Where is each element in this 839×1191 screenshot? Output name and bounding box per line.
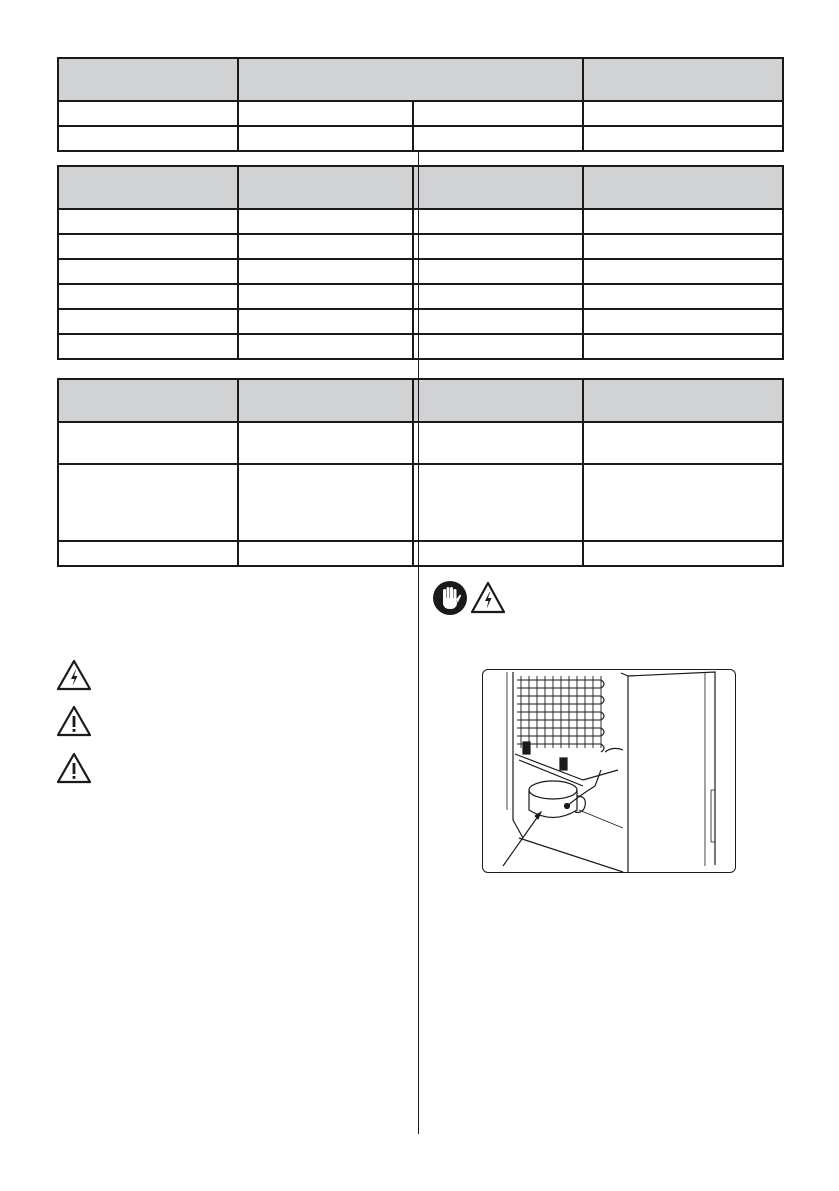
table-cell: [583, 464, 783, 541]
table-cell: [413, 284, 583, 309]
table-cell: [413, 101, 583, 126]
table-row: [58, 284, 783, 309]
spec-table-2: [57, 165, 784, 360]
table-cell: [583, 334, 783, 359]
header-cell: [238, 379, 413, 422]
header-cell: [238, 58, 583, 101]
table-row: [58, 259, 783, 284]
table-cell: [58, 309, 238, 334]
table-cell: [58, 259, 238, 284]
table-cell: [58, 334, 238, 359]
warning-icon: [56, 705, 92, 737]
table-cell: [413, 309, 583, 334]
table-cell: [583, 259, 783, 284]
table-cell: [238, 309, 413, 334]
table-header-row: [58, 166, 783, 209]
table-cell: [583, 309, 783, 334]
table-cell: [583, 284, 783, 309]
table-cell: [58, 284, 238, 309]
table-cell: [238, 126, 413, 151]
table-cell: [58, 541, 238, 566]
header-cell: [238, 166, 413, 209]
table-cell: [583, 126, 783, 151]
table-cell: [58, 464, 238, 541]
table-cell: [58, 101, 238, 126]
header-cell: [58, 379, 238, 422]
electric-hazard-icon: [56, 659, 92, 691]
table-cell: [238, 101, 413, 126]
table-cell: [413, 541, 583, 566]
table-row: [58, 422, 783, 464]
table-row: [58, 464, 783, 541]
table-header-row: [58, 58, 783, 101]
spec-table-3: [57, 378, 784, 567]
table-cell: [58, 209, 238, 234]
table-cell: [238, 422, 413, 464]
warning-icon: [56, 752, 92, 784]
header-cell: [583, 379, 783, 422]
table-cell: [413, 259, 583, 284]
table-cell: [583, 422, 783, 464]
table-cell: [413, 234, 583, 259]
table-cell: [583, 209, 783, 234]
table-cell: [413, 334, 583, 359]
table-cell: [238, 464, 413, 541]
table-row: [58, 101, 783, 126]
table-cell: [58, 234, 238, 259]
header-cell: [583, 58, 783, 101]
table-cell: [413, 209, 583, 234]
header-cell: [413, 379, 583, 422]
table-row: [58, 234, 783, 259]
header-cell: [413, 166, 583, 209]
table-cell: [583, 541, 783, 566]
electric-hazard-icon: [470, 581, 506, 614]
column-divider: [418, 152, 419, 1134]
stop-hand-icon: [432, 580, 468, 616]
table-cell: [58, 126, 238, 151]
table-cell: [583, 234, 783, 259]
table-cell: [238, 209, 413, 234]
table-row: [58, 309, 783, 334]
table-cell: [413, 126, 583, 151]
header-cell: [58, 58, 238, 101]
table-cell: [238, 259, 413, 284]
spec-table-1: [57, 57, 784, 152]
table-cell: [238, 541, 413, 566]
table-header-row: [58, 379, 783, 422]
header-cell: [58, 166, 238, 209]
table-row: [58, 541, 783, 566]
table-row: [58, 209, 783, 234]
table-cell: [238, 284, 413, 309]
table-cell: [413, 464, 583, 541]
table-row: [58, 126, 783, 151]
refrigerator-rear-illustration: [482, 669, 736, 873]
table-cell: [238, 334, 413, 359]
refrigerator-drawing: [483, 670, 735, 872]
table-row: [58, 334, 783, 359]
table-cell: [238, 234, 413, 259]
table-cell: [413, 422, 583, 464]
table-cell: [58, 422, 238, 464]
table-cell: [583, 101, 783, 126]
header-cell: [583, 166, 783, 209]
